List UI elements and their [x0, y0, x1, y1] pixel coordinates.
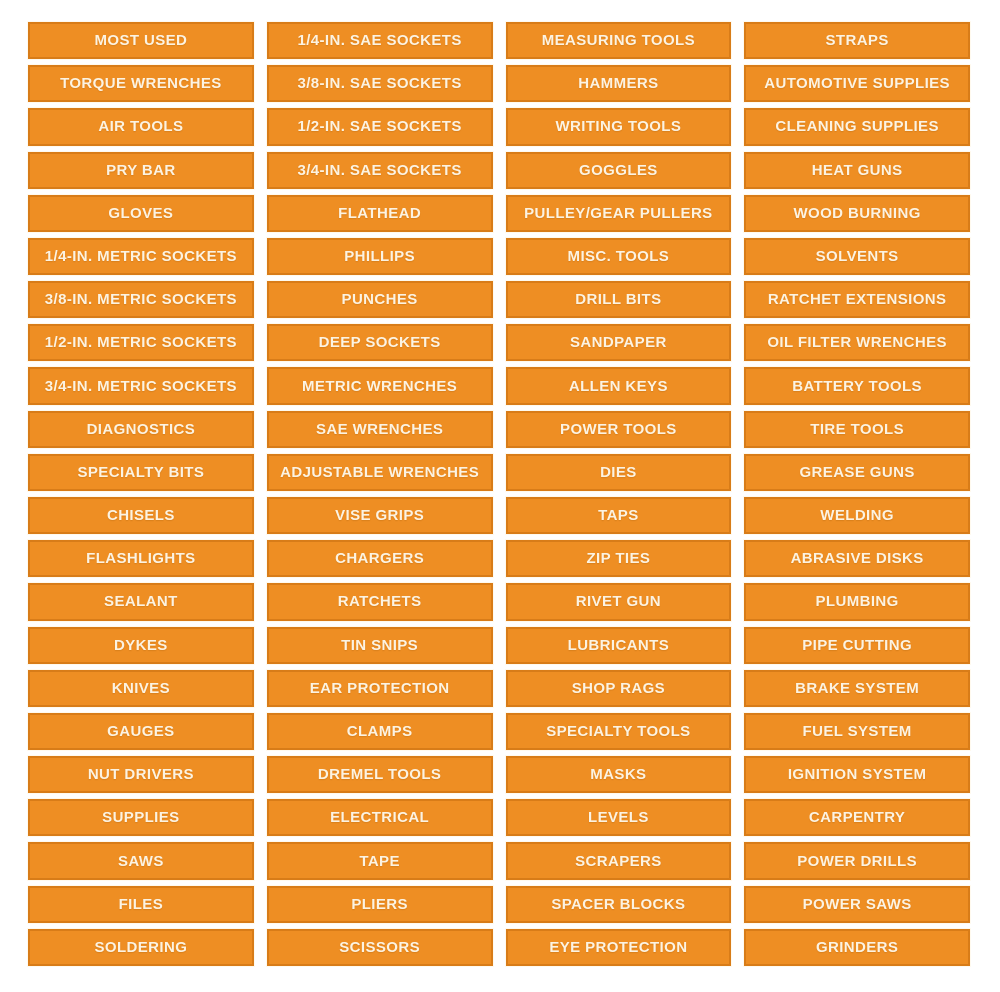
label-sticker-text: CHISELS: [106, 507, 175, 525]
label-sticker-text: PUNCHES: [341, 291, 418, 309]
label-sticker: [744, 540, 970, 577]
label-sticker-text: SPECIALTY BITS: [77, 463, 205, 481]
label-sticker: [744, 22, 970, 59]
label-sticker-text: TAPS: [598, 507, 639, 525]
label-sticker-text: OIL FILTER WRENCHES: [767, 334, 947, 352]
label-sticker-text: BATTERY TOOLS: [792, 377, 922, 395]
label-sticker-text: CHARGERS: [335, 550, 425, 568]
label-sticker-text: FUEL SYSTEM: [802, 722, 912, 740]
label-sticker-text: GREASE GUNS: [799, 463, 915, 481]
label-sticker: [28, 281, 254, 318]
label-sticker-text: HAMMERS: [578, 75, 659, 93]
label-sticker: [267, 152, 493, 189]
label-sticker: [267, 627, 493, 664]
label-sticker: [28, 756, 254, 793]
label-sticker-text: SCISSORS: [339, 938, 420, 956]
label-sticker: [267, 842, 493, 879]
label-sticker-text: PLIERS: [351, 895, 408, 913]
label-sticker: [744, 886, 970, 923]
label-sticker: [267, 411, 493, 448]
label-sticker-text: LUBRICANTS: [567, 636, 670, 654]
label-sticker: [28, 583, 254, 620]
label-sticker-text: CLEANING SUPPLIES: [775, 118, 939, 136]
label-sticker: [267, 929, 493, 966]
label-sticker: [28, 497, 254, 534]
label-sticker: [744, 152, 970, 189]
label-sticker-text: WOOD BURNING: [793, 204, 921, 222]
label-sticker-text: BRAKE SYSTEM: [795, 679, 920, 697]
label-sticker: [267, 281, 493, 318]
label-sticker: [267, 497, 493, 534]
label-sticker-text: GOGGLES: [579, 161, 658, 179]
label-sticker-text: PRY BAR: [106, 161, 176, 179]
label-sticker: [744, 324, 970, 361]
label-sticker-text: WELDING: [820, 507, 894, 525]
label-sticker-text: 1/4-IN. SAE SOCKETS: [297, 32, 462, 50]
label-sticker: [267, 756, 493, 793]
label-sticker: [28, 195, 254, 232]
label-sticker: [744, 670, 970, 707]
label-sticker: [506, 281, 732, 318]
label-sticker: [28, 108, 254, 145]
label-sticker: [506, 627, 732, 664]
label-sticker: [506, 799, 732, 836]
label-sticker: [267, 713, 493, 750]
label-sticker: [744, 108, 970, 145]
label-sticker: [267, 22, 493, 59]
label-sticker: [28, 22, 254, 59]
label-sticker: [744, 411, 970, 448]
label-sticker: [28, 842, 254, 879]
label-sticker-text: 1/2-IN. SAE SOCKETS: [297, 118, 462, 136]
label-sticker: [744, 367, 970, 404]
label-sticker-text: DYKES: [114, 636, 168, 654]
label-sticker-text: POWER SAWS: [802, 895, 912, 913]
label-sticker-text: SOLVENTS: [815, 247, 899, 265]
label-sticker: [28, 454, 254, 491]
label-sticker: [28, 65, 254, 102]
label-sticker-text: SOLDERING: [94, 938, 188, 956]
label-sticker: [28, 886, 254, 923]
label-sticker-text: GRINDERS: [815, 938, 899, 956]
label-sticker-text: ADJUSTABLE WRENCHES: [280, 463, 480, 481]
label-sticker: [506, 886, 732, 923]
label-sticker-text: DEEP SOCKETS: [318, 334, 441, 352]
label-sticker: [506, 929, 732, 966]
label-sticker-text: SCRAPERS: [575, 852, 662, 870]
label-sticker-text: SHOP RAGS: [571, 679, 666, 697]
label-sticker: [744, 238, 970, 275]
label-sticker-text: DRILL BITS: [575, 291, 662, 309]
label-sticker-text: DREMEL TOOLS: [317, 766, 442, 784]
label-sticker-text: 3/8-IN. SAE SOCKETS: [297, 75, 462, 93]
label-sticker: [267, 799, 493, 836]
label-sticker-text: 3/4-IN. METRIC SOCKETS: [44, 377, 237, 395]
label-sticker: [744, 799, 970, 836]
label-sticker-text: FLASHLIGHTS: [86, 550, 196, 568]
label-sticker: [744, 454, 970, 491]
label-sticker-text: MEASURING TOOLS: [541, 32, 695, 50]
label-sticker-text: DIES: [600, 463, 637, 481]
label-sticker-text: SEALANT: [104, 593, 178, 611]
label-sticker: [744, 583, 970, 620]
label-sticker: [506, 65, 732, 102]
label-sticker: [28, 929, 254, 966]
label-sticker: [28, 324, 254, 361]
label-sticker: [506, 497, 732, 534]
label-sticker: [744, 842, 970, 879]
label-sticker-text: POWER DRILLS: [797, 852, 918, 870]
label-sticker-text: METRIC WRENCHES: [302, 377, 458, 395]
label-sticker-text: VISE GRIPS: [335, 507, 425, 525]
label-sheet: [28, 22, 970, 966]
label-sticker: [506, 540, 732, 577]
label-sticker-text: SANDPAPER: [570, 334, 667, 352]
label-sticker-text: HEAT GUNS: [811, 161, 903, 179]
label-sticker-text: SUPPLIES: [102, 809, 180, 827]
label-sticker-text: STRAPS: [825, 32, 889, 50]
label-sticker-text: TORQUE WRENCHES: [60, 75, 222, 93]
label-sticker-text: POWER TOOLS: [560, 420, 677, 438]
label-sticker-text: SPACER BLOCKS: [551, 895, 686, 913]
label-sticker-text: ALLEN KEYS: [568, 377, 668, 395]
label-sticker-text: SAWS: [117, 852, 164, 870]
label-sticker: [744, 65, 970, 102]
label-sticker: [506, 713, 732, 750]
label-sticker-text: PULLEY/GEAR PULLERS: [524, 204, 713, 222]
label-sticker: [28, 152, 254, 189]
label-sticker: [28, 367, 254, 404]
label-sticker-text: RATCHET EXTENSIONS: [767, 291, 947, 309]
label-sticker-text: TIRE TOOLS: [810, 420, 904, 438]
label-sticker: [506, 108, 732, 145]
label-sticker-text: TIN SNIPS: [341, 636, 419, 654]
label-sticker-text: LEVELS: [588, 809, 649, 827]
label-sticker: [506, 670, 732, 707]
label-sticker-text: ZIP TIES: [586, 550, 651, 568]
label-sticker-text: DIAGNOSTICS: [86, 420, 196, 438]
label-sticker: [267, 65, 493, 102]
label-sticker-text: ELECTRICAL: [330, 809, 430, 827]
label-sticker: [744, 929, 970, 966]
label-sticker: [28, 627, 254, 664]
label-sticker: [267, 886, 493, 923]
label-sticker-text: 1/4-IN. METRIC SOCKETS: [44, 247, 237, 265]
label-sticker: [267, 238, 493, 275]
label-sticker-text: FLATHEAD: [338, 204, 422, 222]
label-sticker-text: SAE WRENCHES: [315, 420, 444, 438]
label-sticker: [744, 713, 970, 750]
label-sticker-text: CARPENTRY: [808, 809, 906, 827]
label-sticker: [506, 454, 732, 491]
label-sticker: [506, 195, 732, 232]
label-sticker: [28, 799, 254, 836]
label-sticker: [744, 195, 970, 232]
label-sticker-text: PLUMBING: [815, 593, 899, 611]
label-sticker-text: MASKS: [590, 766, 647, 784]
label-sticker: [744, 756, 970, 793]
label-sticker-text: SPECIALTY TOOLS: [546, 722, 691, 740]
label-sticker-text: EAR PROTECTION: [309, 679, 450, 697]
label-sticker-text: GLOVES: [108, 204, 174, 222]
label-sticker: [28, 238, 254, 275]
label-sticker-text: MOST USED: [94, 32, 188, 50]
label-sticker-text: TAPE: [359, 852, 400, 870]
label-sticker-text: RIVET GUN: [575, 593, 662, 611]
label-sticker-text: FILES: [118, 895, 164, 913]
label-sticker-text: NUT DRIVERS: [87, 766, 194, 784]
label-sticker-text: AUTOMOTIVE SUPPLIES: [764, 75, 950, 93]
label-sticker-text: 3/4-IN. SAE SOCKETS: [297, 161, 462, 179]
label-sticker: [744, 627, 970, 664]
label-sticker-text: EYE PROTECTION: [549, 938, 688, 956]
label-sticker: [506, 842, 732, 879]
label-sticker: [267, 195, 493, 232]
label-sticker: [506, 583, 732, 620]
label-sticker: [506, 367, 732, 404]
label-sticker-text: AIR TOOLS: [98, 118, 184, 136]
label-sticker-text: PHILLIPS: [344, 247, 415, 265]
label-sticker: [506, 238, 732, 275]
label-sticker-text: GAUGES: [107, 722, 175, 740]
label-sticker: [744, 281, 970, 318]
label-sticker: [28, 540, 254, 577]
label-sticker: [267, 540, 493, 577]
label-sticker: [28, 411, 254, 448]
label-sticker-text: RATCHETS: [337, 593, 422, 611]
label-sticker: [267, 670, 493, 707]
label-sticker-text: 3/8-IN. METRIC SOCKETS: [44, 291, 237, 309]
label-sticker-text: PIPE CUTTING: [802, 636, 913, 654]
label-sticker-text: IGNITION SYSTEM: [787, 766, 927, 784]
label-sticker: [506, 152, 732, 189]
label-sticker: [28, 713, 254, 750]
label-sticker-text: CLAMPS: [346, 722, 413, 740]
label-sticker: [267, 108, 493, 145]
label-sticker: [267, 583, 493, 620]
label-sticker: [506, 324, 732, 361]
label-sticker-text: ABRASIVE DISKS: [790, 550, 924, 568]
label-sticker: [744, 497, 970, 534]
label-sticker: [267, 324, 493, 361]
label-sticker-text: WRITING TOOLS: [555, 118, 682, 136]
label-sticker: [506, 756, 732, 793]
label-sticker: [267, 367, 493, 404]
label-sticker: [506, 22, 732, 59]
label-sticker: [28, 670, 254, 707]
label-sticker-text: MISC. TOOLS: [567, 247, 670, 265]
label-sticker: [506, 411, 732, 448]
label-sticker-text: 1/2-IN. METRIC SOCKETS: [44, 334, 237, 352]
label-sticker: [267, 454, 493, 491]
label-sticker-text: KNIVES: [111, 679, 170, 697]
